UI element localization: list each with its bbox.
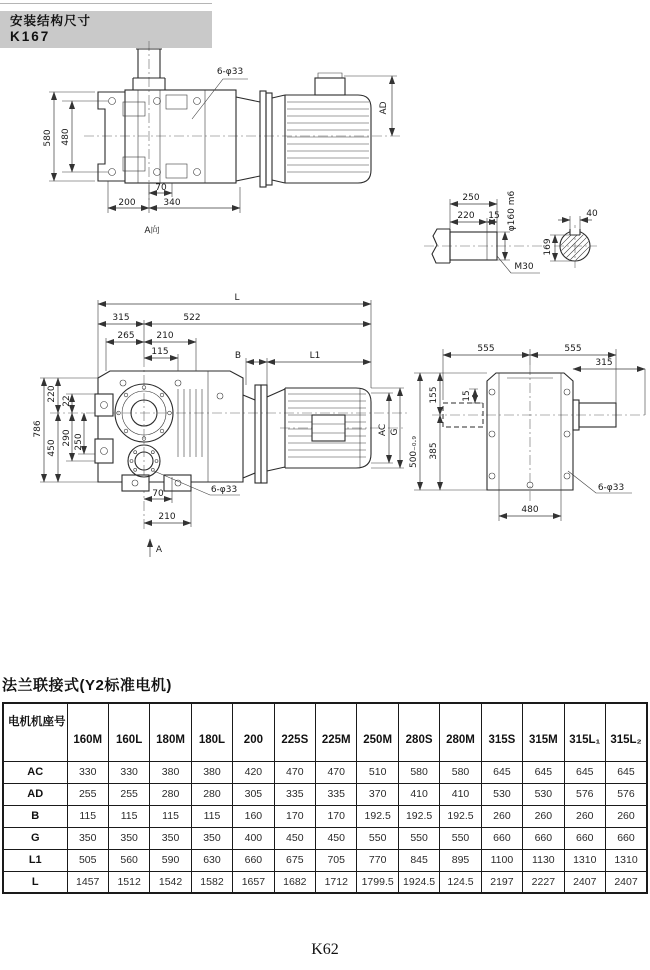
dim-label: 6-φ33 [597, 483, 625, 493]
dim-label: 315 [112, 313, 130, 323]
table-cell: 645 [564, 761, 605, 783]
dim-label: 450 [47, 439, 57, 457]
table-cell: 115 [67, 805, 108, 827]
table-cell: 115 [150, 805, 191, 827]
dim-label: 290 [62, 429, 72, 447]
table-cell: 660 [523, 827, 564, 849]
table-cell: 370 [357, 783, 398, 805]
table-cell: 1310 [605, 849, 647, 871]
dim-label: 315 [595, 358, 613, 368]
table-cell: 645 [523, 761, 564, 783]
table-cell: 255 [108, 783, 149, 805]
table-cell: 1799.5 [357, 871, 398, 893]
table-cell: 660 [605, 827, 647, 849]
table-cell: 550 [398, 827, 439, 849]
table-cell: 170 [316, 805, 357, 827]
table-cell: 560 [108, 849, 149, 871]
column-header: 315L₂ [605, 703, 647, 761]
table-cell: 550 [440, 827, 481, 849]
page-number: K62 [311, 941, 339, 958]
table-cell: 895 [440, 849, 481, 871]
dim-label: 265 [117, 331, 135, 341]
dim-label: 580 [43, 129, 53, 147]
table-row [3, 805, 647, 827]
table-row [3, 783, 647, 805]
dim-label: A [155, 545, 163, 555]
table-cell: 2227 [523, 871, 564, 893]
dim-label: 220 [457, 211, 475, 221]
dim-label: 385 [429, 442, 439, 460]
table-cell: 350 [67, 827, 108, 849]
table-cell: 580 [398, 761, 439, 783]
table-cell: 260 [481, 805, 522, 827]
table-cell: 335 [316, 783, 357, 805]
table-body [3, 761, 647, 893]
column-header: 315L₁ [564, 703, 605, 761]
dim-label: 480 [61, 128, 71, 146]
dim-label: 250 [74, 433, 84, 451]
row-label: L [3, 871, 67, 893]
dim-label: 522 [183, 313, 201, 323]
table-cell: 1582 [191, 871, 232, 893]
table-cell: 2407 [564, 871, 605, 893]
table-cell: 576 [564, 783, 605, 805]
dim-label: 155 [429, 386, 439, 404]
table-cell: 350 [150, 827, 191, 849]
dim-label: 340 [163, 198, 181, 208]
dim-label: 210 [158, 512, 176, 522]
side-view-drawing [409, 344, 648, 521]
dim-label: 6-φ33 [216, 67, 244, 77]
dim-label: 70 [155, 183, 167, 193]
dim-label: A向 [144, 226, 160, 236]
dim-label: 555 [477, 344, 495, 354]
table-cell: 1542 [150, 871, 191, 893]
dim-label: 6-φ33 [210, 485, 238, 495]
top-view-drawing [43, 41, 402, 236]
table-cell: 590 [150, 849, 191, 871]
table-cell: 576 [605, 783, 647, 805]
dim-label: 210 [156, 331, 174, 341]
row-label: L1 [3, 849, 67, 871]
table-cell: 192.5 [440, 805, 481, 827]
column-header: 160L [108, 703, 149, 761]
table-cell: 192.5 [398, 805, 439, 827]
section-header-title: 安装结构尺寸 [10, 14, 92, 28]
dim-label: 115 [151, 347, 169, 357]
table-cell: 1657 [233, 871, 274, 893]
dim-label: 500₋₀.₉ [409, 435, 419, 469]
column-header: 180L [191, 703, 232, 761]
table-cell: 770 [357, 849, 398, 871]
dim-label: G [390, 428, 400, 436]
table-cell: 380 [150, 761, 191, 783]
table-cell: 645 [605, 761, 647, 783]
flange-table-section [2, 674, 648, 894]
column-header: 180M [150, 703, 191, 761]
dim-label: L [234, 293, 240, 303]
table-cell: 350 [191, 827, 232, 849]
dim-label: 786 [33, 420, 43, 438]
table-cell: 170 [274, 805, 315, 827]
table-cell: 260 [605, 805, 647, 827]
table-cell: 450 [274, 827, 315, 849]
table-cell: 1682 [274, 871, 315, 893]
column-header: 315S [481, 703, 522, 761]
dim-label: 480 [521, 505, 539, 515]
dim-label: 220 [47, 385, 57, 403]
table-cell: 550 [357, 827, 398, 849]
dim-label: 70 [152, 489, 164, 499]
table-cell: 450 [316, 827, 357, 849]
table-cell: 470 [316, 761, 357, 783]
table-cell: 2407 [605, 871, 647, 893]
table-cell: 380 [191, 761, 232, 783]
dim-label: 200 [118, 198, 136, 208]
table-cell: 2197 [481, 871, 522, 893]
front-view-drawing [33, 293, 410, 557]
table-cell: 1457 [67, 871, 108, 893]
table-row [3, 827, 647, 849]
table-row [3, 871, 647, 893]
dim-label: M30 [514, 262, 534, 272]
table-cell: 845 [398, 849, 439, 871]
dim-label: B [234, 351, 242, 361]
row-label: B [3, 805, 67, 827]
column-header: 315M [523, 703, 564, 761]
dim-label: 15 [488, 211, 500, 221]
table-cell: 705 [316, 849, 357, 871]
table-cell: 510 [357, 761, 398, 783]
table-cell: 115 [108, 805, 149, 827]
column-header: 280S [398, 703, 439, 761]
dim-label: AC [378, 423, 388, 437]
dim-label: AD [379, 101, 389, 115]
table-cell: 645 [481, 761, 522, 783]
row-label: AD [3, 783, 67, 805]
column-header: 225S [274, 703, 315, 761]
table-cell: 335 [274, 783, 315, 805]
table-cell: 470 [274, 761, 315, 783]
table-row [3, 849, 647, 871]
column-header: 225M [316, 703, 357, 761]
table-cell: 124.5 [440, 871, 481, 893]
dim-label: 15 [462, 390, 472, 402]
row-label: G [3, 827, 67, 849]
dim-label: 169 [543, 238, 553, 256]
table-cell: 580 [440, 761, 481, 783]
table-row [3, 761, 647, 783]
table-cell: 400 [233, 827, 274, 849]
table-cell: 630 [191, 849, 232, 871]
table-cell: 660 [233, 849, 274, 871]
table-cell: 260 [564, 805, 605, 827]
table-cell: 160 [233, 805, 274, 827]
table-cell: 350 [108, 827, 149, 849]
table-cell: 410 [440, 783, 481, 805]
dim-label: 22 [62, 395, 72, 407]
row-label: AC [3, 761, 67, 783]
table-cell: 505 [67, 849, 108, 871]
dim-label: 40 [586, 209, 598, 219]
dimension-table [2, 702, 648, 894]
column-header: 160M [67, 703, 108, 761]
table-cell: 1712 [316, 871, 357, 893]
table-title: 法兰联接式(Y2标准电机) [2, 677, 172, 694]
table-cell: 115 [191, 805, 232, 827]
dim-label: φ160 m6 [507, 190, 517, 232]
dim-label: L1 [309, 351, 321, 361]
table-cell: 675 [274, 849, 315, 871]
column-header: 280M [440, 703, 481, 761]
table-cell: 1310 [564, 849, 605, 871]
table-cell: 660 [564, 827, 605, 849]
table-cell: 280 [150, 783, 191, 805]
shaft-detail-drawing [424, 190, 605, 273]
table-cell: 420 [233, 761, 274, 783]
table-cell: 1512 [108, 871, 149, 893]
column-header: 200 [233, 703, 274, 761]
table-cell: 260 [523, 805, 564, 827]
table-cell: 1924.5 [398, 871, 439, 893]
table-cell: 410 [398, 783, 439, 805]
table-cell: 255 [67, 783, 108, 805]
section-header-model: K167 [10, 29, 51, 44]
table-cell: 330 [67, 761, 108, 783]
dim-label: 250 [462, 193, 480, 203]
table-cell: 192.5 [357, 805, 398, 827]
table-cell: 305 [233, 783, 274, 805]
table-cell: 1130 [523, 849, 564, 871]
table-cell: 530 [523, 783, 564, 805]
dim-label: 555 [564, 344, 582, 354]
table-cell: 1100 [481, 849, 522, 871]
table-cell: 330 [108, 761, 149, 783]
table-cell: 280 [191, 783, 232, 805]
column-header: 250M [357, 703, 398, 761]
table-corner-header: 电机机座号 [3, 703, 67, 761]
table-cell: 530 [481, 783, 522, 805]
table-cell: 660 [481, 827, 522, 849]
table-header [3, 703, 647, 761]
